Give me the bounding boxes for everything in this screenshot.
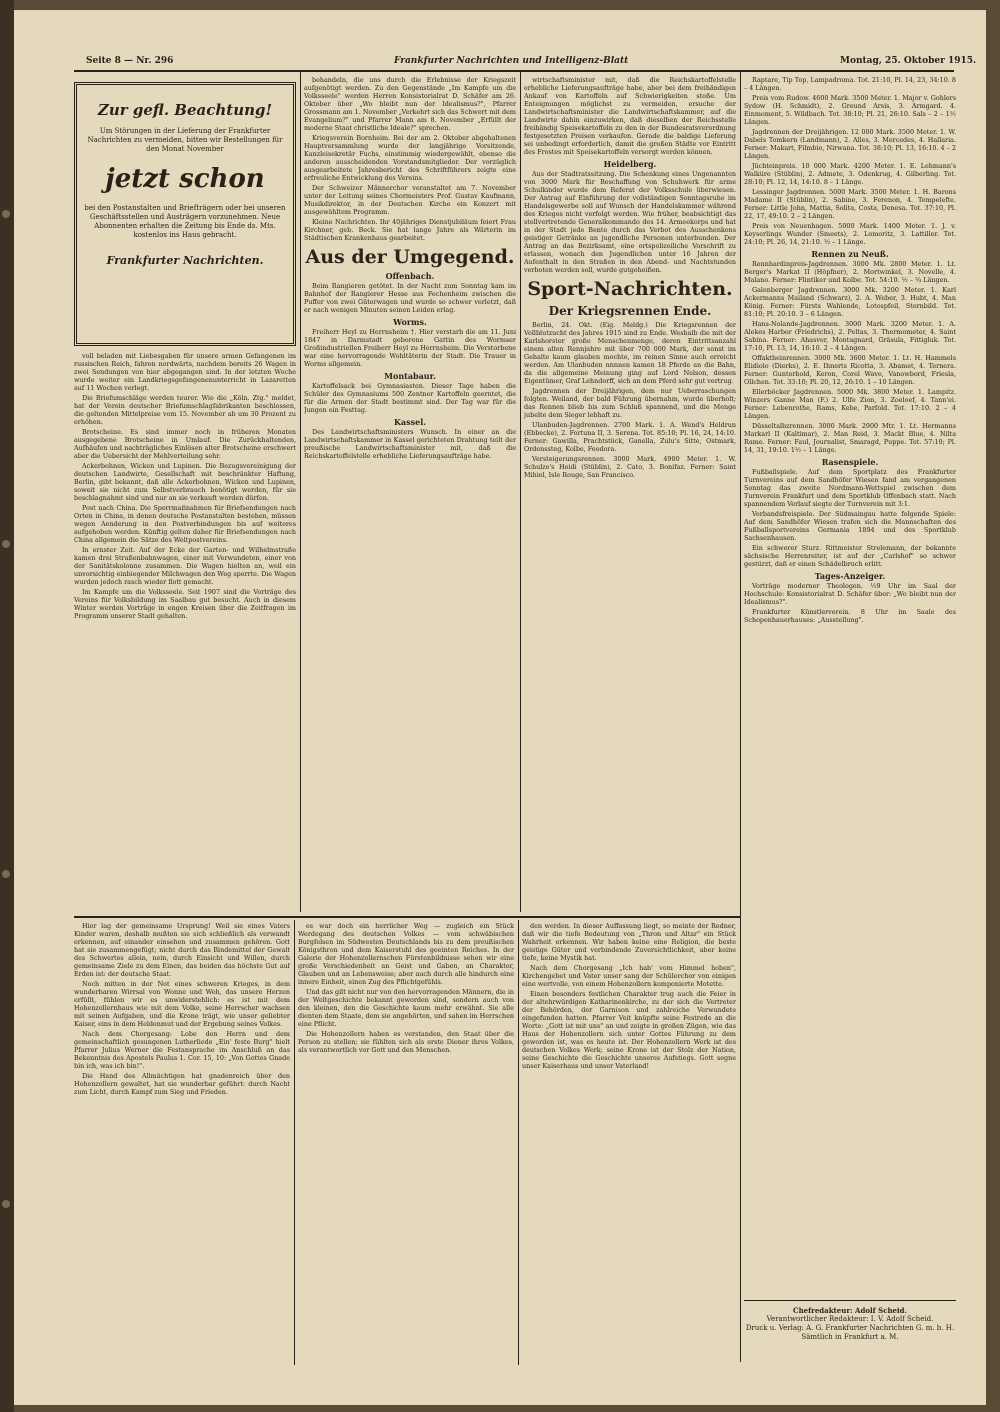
article-paragraph: Ackerbohnen, Wicken und Lupinen. Die Bezugsvereinigung der deutschen Landwirte, Gesellschaft mit beschränkter Haftung, Berlin, gibt bekannt, daß alle Ackerbohnen, Wicken und Lupinen, soweit sie nicht zum Selbstverbrauch benötigt werden, für sie beschlagnahmt sind und nur an sie verkauft werden dürfen. xyxy=(74,462,296,502)
article-paragraph: voll beladen mit Liebesgaben für unsere armen Gefangenen im russischen Reich, fahren nordwärts, nachdem bereits 26 Wagen in zwei Sendungen von hier abgegangen sind. In der letzten Woche wurde weiter ein Landkriegsgefangenenunterricht in Lazaretten auf 11 Wochen verlegt. xyxy=(74,352,296,392)
article-paragraph: Preis vom Rudow. 4600 Mark. 3500 Meter. 1. Major v. Gohlers Sydow (H. Schmidt), 2. Greund Arsis, 3. Armgard. 4. Einmoment, 5. Wildbach. Tot. 38:10; Pl. 21, 26:10. Sals – 2 – 1½ Längen. xyxy=(744,94,956,126)
imprint xyxy=(744,1306,956,1366)
article-paragraph: Offaktheinrennen. 3000 Mk. 3600 Meter. 1. Lt. H. Hammels Elidiolo (Dierks), 2. E. Ihnerts Ricotta, 3. Abamet, 4. Ternera. Ferner: Gunterbold, Keron, Corel Wave, Vanowbord, Friesla, Ollchen. Tot. 33:10; Pl. 20, 12, 26:10. 1 – 10 Längen. xyxy=(744,354,956,386)
lower-column-1 xyxy=(74,922,290,1367)
notice-signature: Frankfurter Nachrichten. xyxy=(106,254,264,267)
subscription-notice xyxy=(74,82,296,346)
page-number: Seite 8 — Nr. 296 xyxy=(86,56,174,66)
section-rule xyxy=(74,916,740,918)
section-headline: Aus der Umgegend. xyxy=(305,246,515,268)
article-paragraph: Freiherr Heyl zu Herrnsheim †. Hier verstarb die am 11. Juni 1847 in Darmstadt geborene Gattin des Wormser Großindustriellen Freiherr Heyl zu Herrnsheim. Die Verstorbene war eine hervorragende Wohltäterin der Stadt. Die Trauer in Worms allgemein. xyxy=(304,328,516,368)
lower-column-2 xyxy=(298,922,514,1367)
article-paragraph: Beim Rangieren getötet. In der Nacht zum Sonntag kam im Bahnhof der Rangierer Hesse aus Fechenheim zwischen die Puffer von zwei Güterwagen und wurde so schwer verletzt, daß er nach wenigen Minuten seinen Leiden erlag. xyxy=(304,282,516,314)
notice-title: Zur gefl. Beachtung! xyxy=(97,101,273,119)
article-paragraph: Noch mitten in der Not eines schweren Krieges, in dem wunderbaren Wirrsal von Wonne und Weh, das unsere Herzen erfüllt, fühlen wir es unwiderstehlich: es ist mit dem Hohenzollernhaus wie mit dem Volke, seine Herrscher wachsen mit seinen Aufgaben, und die Krone trägt, wie unser geliebter Kaiser, eins in dem Heldenmut und der Ergebung seines Volkes. xyxy=(74,980,290,1028)
article-paragraph: Ellerböcker Jagdrennen. 5000 Mk. 3800 Meter. 1. Lampitz. Winzers Ganne Man (F.) 2. Ulfe Zion, 3. Zoeloef, 4. Tann'ei. Ferner: Lebenrothe, Rams, Kebe, Parfold. Tot. 17:10. 2 – 4 Längen. xyxy=(744,388,956,420)
column-4 xyxy=(744,76,956,1296)
dateline-heading: Kassel. xyxy=(393,417,427,427)
binding-spine xyxy=(0,0,14,1412)
article-paragraph: Jagdrennen der Dreijährigen, dem nur Ueberraschungen folgten. Weiland, der bald Führung übernahm, wurde überholt; das Rennen blieb bis zum Schluß spannend, und die Menge jubelte dem Sieger lebhaft zu. xyxy=(524,387,736,419)
imprint-line: Chefredakteur: Adolf Scheid. xyxy=(793,1306,907,1315)
article-paragraph: behandeln, die uns durch die Erlebnisse der Kriegszeit aufgenötigt werden. Zu den Gegenstände „Im Kampfe um die Volksseele" werden Herren Konsistorialrat D. Schäfer am 26. Oktober über „Wo bleibt nun der Idealismus?", Pfarrer Grossmann am 1. November „Verkehrt sich das Schwert mit dem Evangelium?" und Pfarrer Mann am 8. November „Erfüllt der moderne Staat christliche Ideale?" sprechen. xyxy=(304,76,516,132)
dateline-heading: Offenbach. xyxy=(385,271,435,281)
imprint-line: Sämtlich in Frankfurt a. M. xyxy=(801,1333,899,1341)
dateline-heading: Heidelberg. xyxy=(603,159,657,169)
column-2 xyxy=(304,76,516,912)
article-paragraph: Nach dem Chorgesang: Lobe den Herrn und dem gemeinschaftlich gesungenen Lutherliede „Ein' feste Burg" hielt Pfarrer Julius Werner die Festansprache im Anschluß an das Bekenntnis des Apostels Paulus 1. Cor. 15, 10: „Von Gottes Gnade bin ich, was ich bin!". xyxy=(74,1030,290,1070)
newspaper-page xyxy=(14,10,986,1405)
column-3 xyxy=(524,76,736,912)
masthead: Frankfurter Nachrichten und Intelligenz-Blatt xyxy=(394,56,629,66)
binding-hole xyxy=(2,1200,10,1208)
notice-text: Um Störungen in der Lieferung der Frankfurter Nachrichten zu vermeiden, bitten wir Bestellungen für den Monat November xyxy=(87,127,283,153)
article-paragraph: Verbandsfreispiele. Der Südmaingau hatte folgende Spiele: Auf dem Sandhöfer Wiesen trafen sich die Mannschaften des Fußballsportvereins Germania 1894 und des Sportklub Sachsenhausen. xyxy=(744,510,956,542)
article-paragraph: Ein schwerer Sturz. Rittmeister Strelemann, der bekannte sächsische Herrenreiter, ist auf der „Carlshof" so schwer gestürzt, daß er einen Schädelbruch erlitt. xyxy=(744,544,956,568)
article-paragraph: Jüchteinpreis. 10 000 Mark. 4200 Meter. 1. E. Lehmann's Walküre (Stüblin), 2. Admete, 3. Odenkrug, 4. Gilberling. Tot. 28:10; Pl. 12, 14, 14:10. 8 – 1 Länge. xyxy=(744,162,956,186)
article-paragraph: Kartoffelsack bei Gymnasiasten. Dieser Tage haben die Schüler des Gymnasiums 500 Zentner Kartoffeln geerntet, die für die Armen der Stadt bestimmt sind. Der Tag war für die Jungen ein Festtag. xyxy=(304,382,516,414)
dateline-heading: Rennen zu Neuß. xyxy=(811,249,889,259)
article-paragraph: Berlin, 24. Okt. (Eig. Meldg.) Die Kriegsrennen der Vollblutzucht des Jahres 1915 sind zu Ende. Weshalb die mit der Karlshorster große Menschenmenge, deren Eintrittsanzahl einem alten Rennjahre mit über 700 000 Mark, der sonst im Gehalte kaum glauben mochte, im reinen Sinne auch erreicht werden. Am Ulanbuden nnnnen kamen 18 Pferde an die Bahn, da die allgemeine Meinung ging auf Lord Nelson, dessen Eigentümer, Graf Lehndorff, sich an dem Pferd sehr gut vertrug. xyxy=(524,321,736,385)
column-rule xyxy=(518,920,519,1365)
article-paragraph: Galenberger Jagdrennen. 3000 Mk. 3200 Meter. 1. Karl Ackermanns Mailand (Schwarz), 2. A. Weber, 3. Hubt, 4. Man König. Ferner: Fürsts Wahlende, Lotospfeil, Sternbild. Tot. 81:10; Pl. 20:10. 3 – 6 Längen. xyxy=(744,286,956,318)
article-paragraph: Jagdrennen der Dreijährigen. 12 000 Mark. 3500 Meter. 1. W. Dabels Tomkern (Landmann), 2. Alles, 3. Mercedes, 4. Hallaria. Ferner: Makart, Filmbio, Nirwana. Tot. 38:10; Pl. 13, 16:10. 4 – 2 Längen. xyxy=(744,128,956,160)
dateline-heading: Worms. xyxy=(393,317,427,327)
article-paragraph: In ernster Zeit. Auf der Ecke der Garten- und Wilhelmstraße kamen drei Straßenbahnwagen, einer mit Verwundeten, einer von der Sanitätskolonne zusammen. Die Wagen hielten an, weil ein unvorsichtig einbiegender Milchwagen den Weg sperrte. Die Wagen wurden jedoch rasch wieder flott gemacht. xyxy=(74,546,296,586)
notice-text: bei den Postanstalten und Briefträgern oder bei unseren Geschäftsstellen und Austrägern vorzunehmen. Neue Abonnenten erhalten die Zeitung bis Ende ds. Mts. kostenlos ins Haus gebracht. xyxy=(84,204,286,239)
column-rule xyxy=(294,920,295,1365)
article-paragraph: Fußballspiele. Auf dem Sportplatz des Frankfurter Turnvereins auf dem Sandhöfer Wiesen fand am vergangenen Sonntag das zweite Nordmann-Wettspiel zwischen dem Turnverein Frankfurt und dem Sportklub Offenbach statt. Nach spannendem Verlauf siegte der Turnverein mit 3:1. xyxy=(744,468,956,508)
article-paragraph: Kriegsverein Bornheim. Bei der am 2. Oktober abgehaltenen Hauptversammlung wurde der langjährige Vorsitzende, Kanzleisekretär Fuchs, einstimmig wiedergewählt, ebenso die anderen ausscheidenden Vorstandsmitglieder. Der vorzüglich ausgearbeitete Jahresbericht des Schriftführers zeigte eine erfreuliche Entwicklung des Vereins. xyxy=(304,134,516,182)
binding-hole xyxy=(2,870,10,878)
article-paragraph: Ulanbuden-Jagdrennen. 2700 Mark. 1. A. Wend's Heldrun (Ebbecke), 2. Fortuna II, 3. Serena. Tot. 85:10; Pl. 16, 24, 14:10. Ferner: Gawilla, Prachtstück, Ganella, Zulu's Sitte, Ostmark, Ordenssteg, Kolbe, Feodora. xyxy=(524,421,736,453)
article-paragraph: Brotscheine. Es sind immer noch in früheren Monaten ausgegebene Brotscheine in Umlauf. Die Zurückhaltenden, Aufhäufen und nachträgliches Einlösen alter Brotscheine erschwert aber die Uebersicht der Mehlverteilung sehr. xyxy=(74,428,296,460)
article-paragraph: Rennhardinpreis-Jagdrennen. 3000 Mk. 2800 Meter. 1. Lt. Berger's Markat II (Höpfner), 2. Mortwinkel, 3. Novelle, 4. Malano. Ferner: Flintiker und Kolbe. Tot. 54:10. ½ – ¾ Längen. xyxy=(744,260,956,284)
column-1 xyxy=(74,352,296,912)
article-paragraph: Aus der Stadtratssitzung. Die Schenkung eines Ungenannten von 3000 Mark für Beschaffung von Schuhwerk für arme Schulkinder wurde dem Referat der Volksschule überwiesen. Der Antrag auf Einführung der vollständigen Sonntagsruhe im Handelsgewerbe soll auf Wunsch der Handelskammer während des Krieges nicht verfolgt werden. Wie früher, beabsichtigt das stellvertretende Generalkommando des 14. Armeekorps und hat in der Stadt jede Bente durch das Verbot des Ausschenkens geistiger Getränke an jugendliche Personen unterbunden. Der Antrag an das Bezirksamt, eine ortspolizeiliche Vorschrift zu erlassen, wonach den Jugendlichen unter 16 Jahren der Aufenthalt in den Straßen in den Abend- und Nachtstunden verboten werden soll, wurde gutgeheißen. xyxy=(524,170,736,274)
imprint-rule xyxy=(744,1300,956,1301)
article-paragraph: Und das gilt nicht nur von den hervorragenden Männern, die in der Weltgeschichte bekannt geworden sind, sondern auch von den kleinen, den die Geschichte kaum mehr erwähnt. Sie alle dienten dem Staate, dem sie angehörten, und sahen im Herrschen eine Pflicht. xyxy=(298,988,514,1028)
article-paragraph: Versteigerungsrennen. 3000 Mark. 4900 Meter. 1. W. Schulze's Heidi (Stüblin), 2. Cato, 3. Bonifaz. Ferner: Saint Mihiel, Isle Rouge, San Francisco. xyxy=(524,455,736,479)
dateline-heading: Tages-Anzeiger. xyxy=(814,571,886,581)
column-rule xyxy=(520,72,521,912)
article-paragraph: Hier lag der gemeinsame Ursprung! Weil sie eines Vaters Kinder waren, deshalb mußten sie sich schließlich als verwandt erkennen, auf einander einsehen und zusammen gehören. Gott hat sie zusammengefügt; nicht durch das Bindemittel der Gewalt des Schwertes allein, nein, durch Einsicht und Willen, durch gemeinsame Ziele zu dem Einen, das beiden das höchste Gut auf Erden ist: der deutsche Staat. xyxy=(74,922,290,978)
column-rule xyxy=(740,72,741,1362)
article-paragraph: Raptare, Tip Top, Lampadroma. Tot. 21:10, Pl. 14, 23, 34:10. 8 – 4 Längen. xyxy=(744,76,956,92)
article-paragraph: den werden. In dieser Auffassung liegt, so meinte der Redner, daß wir die tiefe Bedeutung von „Thron und Altar" ein Stück Wahrheit erkennen. Wir haben keine eine Religion, die beste geistige Güter und verbindende Zuversichtlichkeit, aber keine tiefe, keine Mystik hat. xyxy=(522,922,736,962)
article-paragraph: Im Kampfe um die Volksseele. Seit 1907 sind die Vorträge des Vereins für Volksbildung im Saalbau gut besucht. Auch in diesem Winter werden Vorträge in engen Kreisen über die Zeitfragen im Programm unserer Stadt gehalten. xyxy=(74,588,296,620)
issue-date: Montag, 25. Oktober 1915. xyxy=(840,56,977,66)
binding-hole xyxy=(2,210,10,218)
article-paragraph: Nach dem Chorgesang „Ich hab' vom Himmel hoben", Kirchengebet und Vater unser sang der Schülerchor von einigen eine wertvolle, von einem Hohenzollern komponierte Motette. xyxy=(522,964,736,988)
article-paragraph: Einen besonders festlichen Charakter trug auch die Feier in der altehrwürdigen Katharinenkirche, zu der sich die Vertreter der Behörden, der Garnison und zahlreiche Verwundete eingefunden hatten. Pfarrer Veit knüpfte seine Festrede an die Worte: „Gott ist mit uns" an und zeigte in großen Zügen, wie das Haus der Hohenzollern sich unter Gottes Führung zu dem geworden ist, was es heute ist. Der Hohenzollern Werk ist des deutschen Volkes Werk; seine Krone ist der Stolz der Nation, seine Geschichte die Geschichte unseres Aufstiegs. Gott segne unser Kaiserhaus und unser Vaterland! xyxy=(522,990,736,1070)
article-paragraph: Vorträge moderner Theologen. ½9 Uhr im Saal der Hochschule: Konsistorialrat D. Schäfer über: „Wo bleibt nun der Idealismus?". xyxy=(744,582,956,606)
article-paragraph: Kleine Nachrichten. Ihr 40jähriges Dienstjubiläum feiert Frau Kirchner, geb. Beck. Sie hat lange Jahre als Wärterin im Städtischen Krankenhaus gearbeitet. xyxy=(304,218,516,242)
article-paragraph: Die Hand des Allmächtigen hat gnadenreich über den Hohenzollern gewaltet, hat sie wunderbar geführt: durch Nacht zum Licht, durch Kampf zum Sieg und Frieden. xyxy=(74,1072,290,1096)
imprint-line: Verantwortlicher Redakteur: I. V. Adolf Scheid. xyxy=(766,1315,934,1323)
article-paragraph: Die Briefumschläge werden teurer. Wie die „Köln. Ztg." meldet, hat der Verein deutscher Briefumschlagfabrikanten beschlossen, die geltenden Mittelpreise vom 15. November ab um 30 Prozent zu erhöhen. xyxy=(74,394,296,426)
article-paragraph: Post nach China. Die Sperrmaßnahmen für Briefsendungen nach Orten in China, in denen deutsche Postanstalten bestehen, müssen wegen Aenderung in den Postverbindungen bis auf weiteres aufgehoben werden. Künftig gelten daher für Briefsendungen nach China allgemein die Sätze des Weltpostvereins. xyxy=(74,504,296,544)
article-paragraph: Der Schweizer Männerchor veranstaltet am 7. November unter der Leitung seines Chormeisters Prof. Gustav Kaufmann, Musikdirektor, in der Deutschen Kirche ein Konzert mit ausgewähltem Programm. xyxy=(304,184,516,216)
dateline-heading: Rasenspiele. xyxy=(821,457,879,467)
lower-column-3 xyxy=(522,922,736,1367)
article-paragraph: Preis von Neuenhagen. 5000 Mark. 1400 Meter. 1. J. v. Keyserlings Wunder (Smeets), 2. Lomoritz, 3. Lattiller. Tot. 24:10; Pl. 26, 14, 21:10. ½ – 1 Länge. xyxy=(744,222,956,246)
imprint-line: Druck u. Verlag: A. G. Frankfurter Nachrichten G. m. b. H. xyxy=(745,1324,955,1332)
article-paragraph: Frankfurter Künstlerverein. 8 Uhr im Saale des Schopenhauerhauses: „Ausstellung". xyxy=(744,608,956,624)
article-headline: Der Kriegsrennen Ende. xyxy=(548,304,712,318)
article-paragraph: Düsseltalbzrennen. 3000 Mark. 2900 Mtr. 1. Lt. Hermanns Markarl II (Kaltimar), 2. Man Reid, 3. Mackt Blue, 4. Nilta Rame. Ferner: Faul, Journalist, Smaragd, Puppe. Tot. 57:10; Pl. 14, 31, 19:10. 1½ – 1 Länge. xyxy=(744,422,956,454)
header-rule xyxy=(74,70,954,72)
article-paragraph: Die Hohenzollern haben es verstanden, den Staat über die Person zu stellen; sie fühlten sich als erste Diener ihres Volkes, als verantwortlich vor Gott und den Menschen. xyxy=(298,1030,514,1054)
binding-hole xyxy=(2,540,10,548)
article-paragraph: Hans-Nolande-Jagdrennen. 3000 Mark. 3200 Meter. 1. A. Alekes Harbor (Friedrichs), 2. Peltas, 3. Thermometer, 4. Saint Sabina. Ferner: Ahasver, Montagnard, Gräsula, Fittigluk. Tot. 17:10, Pl. 13, 14, 16:10. 2 – 4 Längen. xyxy=(744,320,956,352)
notice-emphasis: jetzt schon xyxy=(105,164,265,194)
article-paragraph: Lessinger Jagdrennen. 5000 Mark. 3500 Meter. 1. H. Barons Madame II (Stüblin), 2. Sabine, 3. Ferenon, 4. Tempelefte. Ferner: Little John, Mattia, Solita, Costa, Denesa. Tot. 37:10, Pl. 22, 17, 49:10. 2 – 2 Längen. xyxy=(744,188,956,220)
dateline-heading: Montabaur. xyxy=(384,371,436,381)
column-rule xyxy=(300,72,301,912)
article-paragraph: Des Landwirtschaftsministers Wunsch. In einer an die Landwirtschaftskammer in Kassel gerichteten Drahtung teilt der preußische Landwirtschaftsminister mit, daß die Reichskartoffelstelle erhebliche Lieferungsaufträge habe. xyxy=(304,428,516,460)
article-paragraph: wirtschaftsminister mit, daß die Reichskartoffelstelle erhebliche Lieferungsaufträge habe, aber bei dem freihändigen Ankauf von Kartoffeln auf Schwierigkeiten stoße. Um Enteignungen möglichst zu vermeiden, ersuche der Landwirtschaftsminister die Landwirtschaftskammer, auf die Landwirte dahin einzuwirken, daß dieselben der Reichsstelle freihändig Speisekartoffeln zu den in der Bundesratsverordnung festgesetzten Preisen verkaufen. Gerade die baldige Lieferung sei unbedingt erforderlich, damit die großen Städte vor Eintritt des Frostes mit Speisekartoffeln versorgt werden können. xyxy=(524,76,736,156)
article-paragraph: es war doch ein herrlicher Weg — zugleich ein Stück Werdegang des deutschen Volkes — vom schwäbischen Burgfelsen im Südwesten Deutschlands bis zu dem preußischen Königsthron und dem Kaiserstuhl des geeinten Reiches. In der Galerie der Hohenzollernschen Fürstenbildnisse sehen wir eine große Verschiedenheit an Geist und Gaben, an Charakter, Glauben und an Lebensweise; aber auch durch alle hindurch eine innere Einheit, einen Zug des Pflichtgefühls. xyxy=(298,922,514,986)
section-headline: Sport-Nachrichten. xyxy=(527,278,733,300)
